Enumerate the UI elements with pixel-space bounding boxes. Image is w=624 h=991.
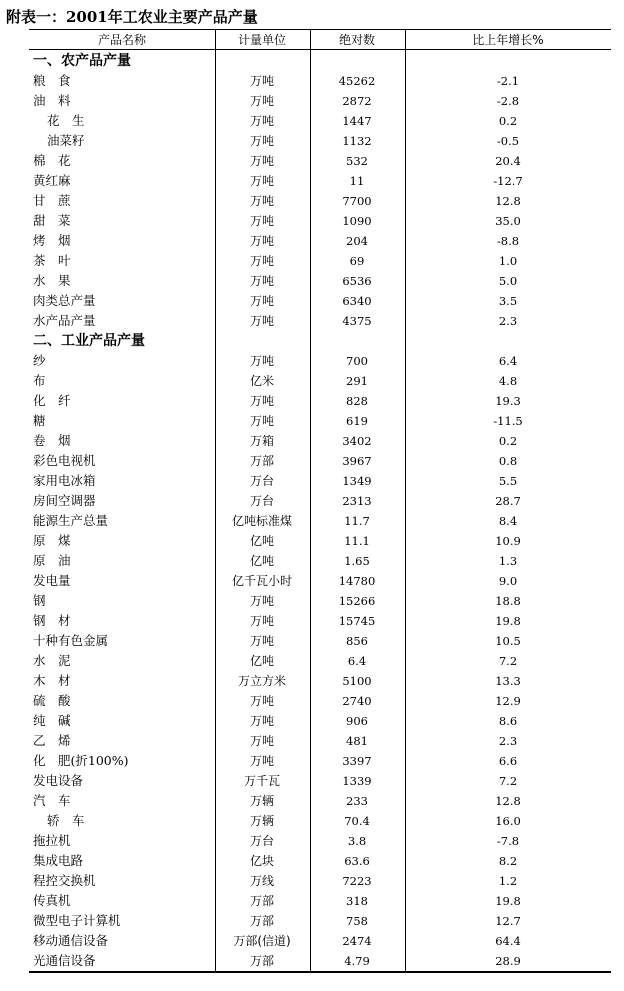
change-cell: 19.3 [495,394,521,408]
table-header [29,30,611,50]
table-row [29,271,611,291]
value-cell: 3.8 [347,834,367,848]
change-cell: 12.8 [495,794,521,808]
product-name-cell: 茶 叶 [33,253,71,268]
change-cell: 28.7 [495,494,521,508]
value-cell: 2474 [342,934,372,948]
change-cell: -7.8 [496,834,520,848]
table-row [29,171,611,191]
value-cell: 233 [346,794,368,808]
value-cell: 856 [346,634,368,648]
product-name-cell: 甘 蔗 [33,193,71,208]
unit-cell: 万吨 [249,114,274,128]
change-cell: 12.9 [495,694,521,708]
product-name-cell: 水产品产量 [33,313,96,328]
change-cell: 19.8 [495,614,521,628]
value-cell: 11.7 [344,514,370,528]
unit-cell: 万辆 [249,794,274,808]
table-row [29,131,611,151]
change-cell: 5.5 [498,474,518,488]
product-name-cell: 微型电子计算机 [33,913,121,928]
product-name-cell: 甜 菜 [33,213,71,228]
unit-cell: 万吨 [249,154,274,168]
value-cell: 69 [349,254,365,268]
value-cell: 3967 [342,454,372,468]
change-cell: 4.8 [498,374,518,388]
table-row [29,251,611,271]
table-row [29,951,611,971]
value-cell: 204 [346,234,368,248]
table-row [29,531,611,551]
value-cell: 45262 [338,74,376,88]
table-row [29,671,611,691]
change-cell: 2.3 [498,314,518,328]
change-cell: 2.3 [498,734,518,748]
value-cell: 619 [346,414,368,428]
table-row [29,571,611,591]
value-cell: 2740 [342,694,372,708]
value-cell: 6340 [342,294,372,308]
table-row [29,851,611,871]
header-name: 产品名称 [97,33,146,47]
value-cell: 291 [346,374,368,388]
value-cell: 4375 [342,314,372,328]
value-cell: 1339 [342,774,372,788]
value-cell: 2872 [342,94,372,108]
change-cell: 9.0 [498,574,518,588]
product-name-cell: 发电设备 [33,773,84,788]
unit-cell: 万吨 [249,294,274,308]
unit-cell: 万吨 [249,174,274,188]
product-name-cell: 十种有色金属 [33,633,109,648]
value-cell: 14780 [338,574,376,588]
change-cell: -8.8 [496,234,520,248]
value-cell: 828 [346,394,368,408]
unit-cell: 万吨 [249,314,274,328]
value-cell: 15266 [338,594,376,608]
table-row [29,351,611,371]
unit-cell: 万立方米 [237,674,286,688]
unit-cell: 万吨 [249,74,274,88]
change-cell: 0.2 [498,434,518,448]
header-value: 绝对数 [338,33,375,47]
value-cell: 5100 [342,674,372,688]
product-name-cell: 硫 酸 [33,693,71,708]
value-cell: 1349 [342,474,372,488]
table-row [29,551,611,571]
table-row [29,691,611,711]
change-cell: 20.4 [495,154,521,168]
unit-cell: 万部 [249,894,274,908]
change-cell: 35.0 [495,214,521,228]
table-row [29,831,611,851]
product-name-cell: 钢 [33,593,46,608]
table-row [29,771,611,791]
table-row [29,451,611,471]
header-change: 比上年增长% [472,33,544,47]
table-row [29,631,611,651]
change-cell: 10.5 [495,634,521,648]
value-cell: 2313 [342,494,372,508]
change-cell: 12.8 [495,194,521,208]
table-row [29,411,611,431]
product-name-cell: 一、农产品产量 [33,53,131,69]
product-name-cell: 黄红麻 [33,173,71,188]
value-cell: 481 [346,734,368,748]
table-row [29,431,611,451]
change-cell: -12.7 [493,174,523,188]
change-cell: 1.2 [498,874,518,888]
change-cell: 28.9 [495,954,521,968]
table-row [29,291,611,311]
change-cell [405,51,611,71]
change-cell: 5.0 [498,274,518,288]
value-cell: 318 [346,894,368,908]
value-cell: 7223 [342,874,372,888]
product-name-cell: 油菜籽 [47,133,85,148]
product-name-cell: 拖拉机 [33,833,71,848]
change-cell: 6.4 [498,354,518,368]
value-cell: 758 [346,914,368,928]
product-name-cell: 传真机 [33,893,71,908]
unit-cell: 万吨 [249,714,274,728]
change-cell: -2.1 [496,74,520,88]
table-row [29,151,611,171]
value-cell: 1090 [342,214,372,228]
unit-cell: 万吨 [249,134,274,148]
table-row [29,71,611,91]
value-cell: 7700 [342,194,372,208]
unit-cell: 万吨 [249,354,274,368]
change-cell: 3.5 [498,294,518,308]
unit-cell: 万吨 [249,214,274,228]
product-name-cell: 原 油 [33,553,71,568]
change-cell: 0.2 [498,114,518,128]
unit-cell: 亿吨 [249,654,274,668]
table-row [29,391,611,411]
unit-cell: 万部 [249,914,274,928]
value-cell: 1447 [342,114,372,128]
table-row [29,871,611,891]
change-cell: 0.8 [498,454,518,468]
product-name-cell: 纯 碱 [33,713,71,728]
change-cell: -0.5 [496,134,520,148]
page-title: 附表一：2001年工农业主要产品产量 [6,8,258,26]
product-name-cell: 纱 [33,353,46,368]
table-row [29,91,611,111]
table-row [29,491,611,511]
product-name-cell: 光通信设备 [33,953,96,968]
value-cell: 532 [346,154,368,168]
product-name-cell: 水 泥 [33,653,71,668]
product-name-cell: 卷 烟 [33,433,71,448]
unit-cell: 万箱 [249,434,274,448]
change-cell: 8.2 [498,854,518,868]
change-cell: 7.2 [498,654,518,668]
table-row [29,371,611,391]
unit-cell: 万吨 [249,274,274,288]
value-cell: 906 [346,714,368,728]
unit-cell: 万台 [249,474,274,488]
unit-cell: 亿米 [249,374,274,388]
value-cell: 6536 [342,274,372,288]
change-cell: -11.5 [493,414,523,428]
product-name-cell: 花 生 [47,113,85,128]
table-row [29,191,611,211]
table-row [29,311,611,331]
unit-cell: 亿块 [249,854,274,868]
value-cell: 11.1 [344,534,370,548]
product-name-cell: 粮 食 [33,73,71,88]
section-row [29,51,611,71]
change-cell: 6.6 [498,754,518,768]
product-name-cell: 家用电冰箱 [33,473,96,488]
section-row [29,331,611,351]
table-row [29,891,611,911]
value-cell: 3402 [342,434,372,448]
change-cell: 1.0 [498,254,518,268]
unit-cell: 万吨 [249,394,274,408]
unit-cell: 亿千瓦小时 [231,574,292,588]
change-cell: 8.6 [498,714,518,728]
unit-cell [215,331,309,351]
product-name-cell: 钢 材 [33,613,71,628]
product-name-cell: 肉类总产量 [33,293,96,308]
table-row [29,111,611,131]
value-cell: 700 [346,354,368,368]
unit-cell: 万吨 [249,754,274,768]
table-row [29,611,611,631]
product-name-cell: 布 [33,373,46,388]
table-row [29,751,611,771]
unit-cell: 亿吨标准煤 [231,514,292,528]
change-cell: 64.4 [495,934,521,948]
product-name-cell: 乙 烯 [33,733,71,748]
unit-cell: 亿吨 [249,534,274,548]
change-cell [405,331,611,351]
table-row [29,211,611,231]
value-cell: 1.65 [344,554,370,568]
unit-cell: 亿吨 [249,554,274,568]
product-name-cell: 糖 [33,413,46,428]
product-name-cell: 能源生产总量 [33,513,109,528]
value-cell: 3397 [342,754,372,768]
value-cell: 4.79 [344,954,370,968]
table-row [29,591,611,611]
value-cell: 6.4 [347,654,367,668]
change-cell: 19.8 [495,894,521,908]
change-cell: 10.9 [495,534,521,548]
unit-cell: 万吨 [249,614,274,628]
unit-cell [215,51,309,71]
unit-cell: 万吨 [249,594,274,608]
product-name-cell: 轿 车 [47,813,85,828]
product-name-cell: 移动通信设备 [33,933,109,948]
table-row [29,731,611,751]
product-name-cell: 彩色电视机 [33,453,96,468]
unit-cell: 万吨 [249,194,274,208]
value-cell [310,331,404,351]
table-row [29,931,611,951]
product-name-cell: 木 材 [33,673,71,688]
value-cell [310,51,404,71]
product-name-cell: 烤 烟 [33,233,71,248]
table-row [29,791,611,811]
change-cell: 12.7 [495,914,521,928]
unit-cell: 万吨 [249,414,274,428]
value-cell: 1132 [342,134,372,148]
product-name-cell: 原 煤 [33,533,71,548]
unit-cell: 万吨 [249,94,274,108]
product-name-cell: 水 果 [33,273,71,288]
table-row [29,471,611,491]
change-cell: 1.3 [498,554,518,568]
product-name-cell: 发电量 [33,573,71,588]
unit-cell: 万吨 [249,734,274,748]
table-row [29,711,611,731]
table-row [29,231,611,251]
product-name-cell: 程控交换机 [33,873,96,888]
unit-cell: 万台 [249,834,274,848]
product-name-cell: 二、工业产品产量 [33,333,145,349]
unit-cell: 万部 [249,454,274,468]
product-name-cell: 房间空调器 [33,493,96,508]
product-name-cell: 化 肥(折100%) [33,753,129,768]
change-cell: 8.4 [498,514,518,528]
unit-cell: 万吨 [249,234,274,248]
unit-cell: 万吨 [249,694,274,708]
change-cell: 7.2 [498,774,518,788]
change-cell: 13.3 [495,674,521,688]
header-unit: 计量单位 [237,33,286,47]
table-row [29,651,611,671]
product-name-cell: 油 料 [33,93,71,108]
product-name-cell: 集成电路 [33,853,84,868]
unit-cell: 万千瓦 [243,774,280,788]
unit-cell: 万台 [249,494,274,508]
change-cell: -2.8 [496,94,520,108]
product-name-cell: 化 纤 [33,393,71,408]
value-cell: 11 [349,174,365,188]
unit-cell: 万辆 [249,814,274,828]
unit-cell: 万线 [249,874,274,888]
value-cell: 63.6 [344,854,370,868]
product-output-table [29,29,611,973]
product-name-cell: 棉 花 [33,153,71,168]
change-cell: 18.8 [495,594,521,608]
unit-cell: 万部(信道) [233,934,291,948]
table-row [29,511,611,531]
change-cell: 16.0 [495,814,521,828]
table-row [29,911,611,931]
unit-cell: 万吨 [249,634,274,648]
table-row [29,811,611,831]
value-cell: 15745 [338,614,376,628]
unit-cell: 万吨 [249,254,274,268]
value-cell: 70.4 [344,814,370,828]
unit-cell: 万部 [249,954,274,968]
product-name-cell: 汽 车 [33,793,71,808]
